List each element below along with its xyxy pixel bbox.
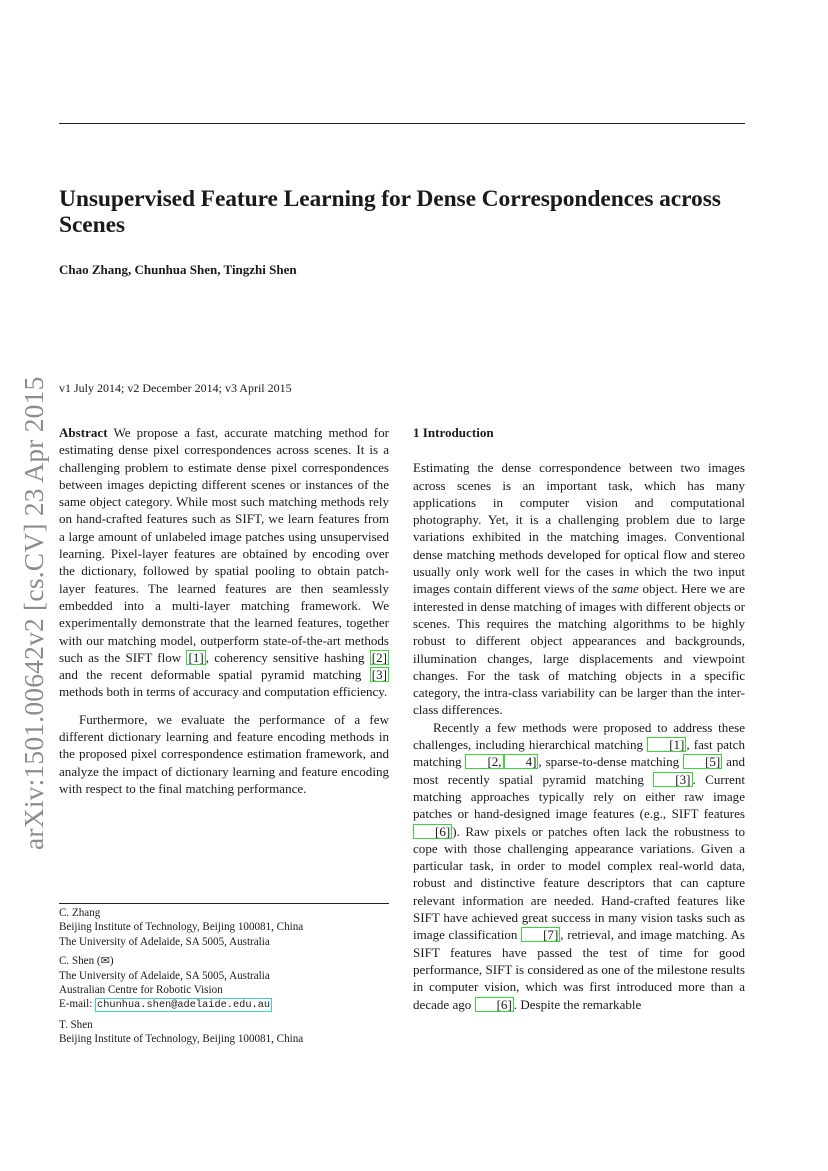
citation-link[interactable]: [5] xyxy=(683,754,722,769)
abstract-paragraph-2: Furthermore, we evaluate the performance of a few different dictionary learning and feature encoding methods in the proposed pixel correspondence estimation framework, and analyze the impact of dictionary learning and feature encoding with respect to the final matching performance. xyxy=(59,711,389,796)
email-link[interactable]: chunhua.shen@adelaide.edu.au xyxy=(97,999,271,1012)
author-footnotes xyxy=(59,906,399,1047)
footnote-author-1: C. Zhang Beijing Institute of Technology, Beijing 100081, China The University of Adelaide, SA 5005, Australia xyxy=(59,907,304,948)
abstract-paragraph: Abstract We propose a fast, accurate matching method for estimating dense pixel correspondences across scenes. It is a challenging problem to estimate dense pixel correspondences between images depicting different scenes or instances of the same object category. While most such matching methods rely on hand-crafted features such as SIFT, we learn features from a large amount of unlabeled image patches using unsupervised learning. Pixel-layer features are obtained by encoding over the dictionary, followed by spatial pooling to obtain patch-layer features. The learned features are then seamlessly embedded into a multi-layer matching framework. We experimentally demonstrate that the learned features, together with our matching model, outperform state-of-the-art methods such as the SIFT flow [1] , coherency sensitive hashing [2] and the recent deformable spatial pyramid matching [3] methods both in terms of accuracy and computation efficiency. xyxy=(59,425,389,700)
right-column xyxy=(413,424,745,1013)
citation-link[interactable]: [3] xyxy=(653,772,692,787)
abstract-label: Abstract xyxy=(59,425,108,440)
citation-link[interactable]: [1] xyxy=(188,649,204,665)
intro-paragraph-2: Recently a few methods were proposed to address these challenges, including hierarchical matching [1] , fast patch matching [2, 4] , sparse-to-dense matching [5] and most recently spatial pyramid matching [3] . Current matching approaches typically rely on either raw image patches or hand-designed image features (e.g., SIFT features [6] ). Raw pixels or patches often lack the robustness to cope with those challenging appearance variations. Given a particular task, in order to model complex real-world data, robust and distinctive feature descriptors that can capture relevant information are needed. Hand-crafted features like SIFT have achieved great success in many vision tasks such as image classification [7] , retrieval, and image matching. As SIFT features have passed the test of time for good performance, SIFT is considered as one of the milestone results in computer vision, which was first introduced more than a decade ago [6] . Despite the remarkable xyxy=(413,719,745,1012)
footnote-author-2: C. Shen (✉) The University of Adelaide, SA 5005, Australia Australian Centre for Robotic Vision E-mail: chunhua.shen@adelaide.edu.au xyxy=(59,955,271,1012)
footnote-author-3: T. Shen Beijing Institute of Technology, Beijing 100081, China xyxy=(59,1018,304,1046)
arxiv-identifier[interactable]: arXiv:1501.00642v2 [cs.CV] 23 Apr 2015 xyxy=(18,376,49,850)
header-rule xyxy=(59,123,745,124)
citation-link[interactable]: [3] xyxy=(371,667,387,683)
version-dates: v1 July 2014; v2 December 2014; v3 April 2015 xyxy=(59,381,292,395)
footnote-rule xyxy=(59,903,389,904)
intro-paragraph-1: Estimating the dense correspondence between two images across scenes is an important task, which has many applications in computer vision and computational photography. Yet, it is a challenging problem due to large variations exhibited in the matching images. Conventional dense matching methods developed for optical flow and stereo usually only work well for the cases in which the two input images contain different views of the same object. Here we are interested in dense matching of images with different objects or scenes. This requires the matching algorithms to be highly robust to different object appearances and backgrounds, illumination changes, large displacements and viewpoint changes. For the task of matching objects in a specific category, the intra-class variability can be larger than the inter-class differences. xyxy=(413,460,745,718)
author-list: Chao Zhang, Chunhua Shen, Tingzhi Shen xyxy=(59,262,297,277)
citation-link[interactable]: [7] xyxy=(521,927,560,942)
citation-link[interactable]: [6] xyxy=(413,824,452,839)
paper-title: Unsupervised Feature Learning for Dense Correspondences across Scenes xyxy=(59,186,721,238)
citation-link[interactable]: [6] xyxy=(475,997,514,1012)
left-column xyxy=(59,424,389,797)
citation-link[interactable]: 4] xyxy=(504,754,539,769)
section-heading: 1 Introduction xyxy=(413,425,494,440)
citation-link[interactable]: [2] xyxy=(371,649,387,665)
citation-link[interactable]: [2, xyxy=(465,754,503,769)
citation-link[interactable]: [1] xyxy=(647,737,686,752)
